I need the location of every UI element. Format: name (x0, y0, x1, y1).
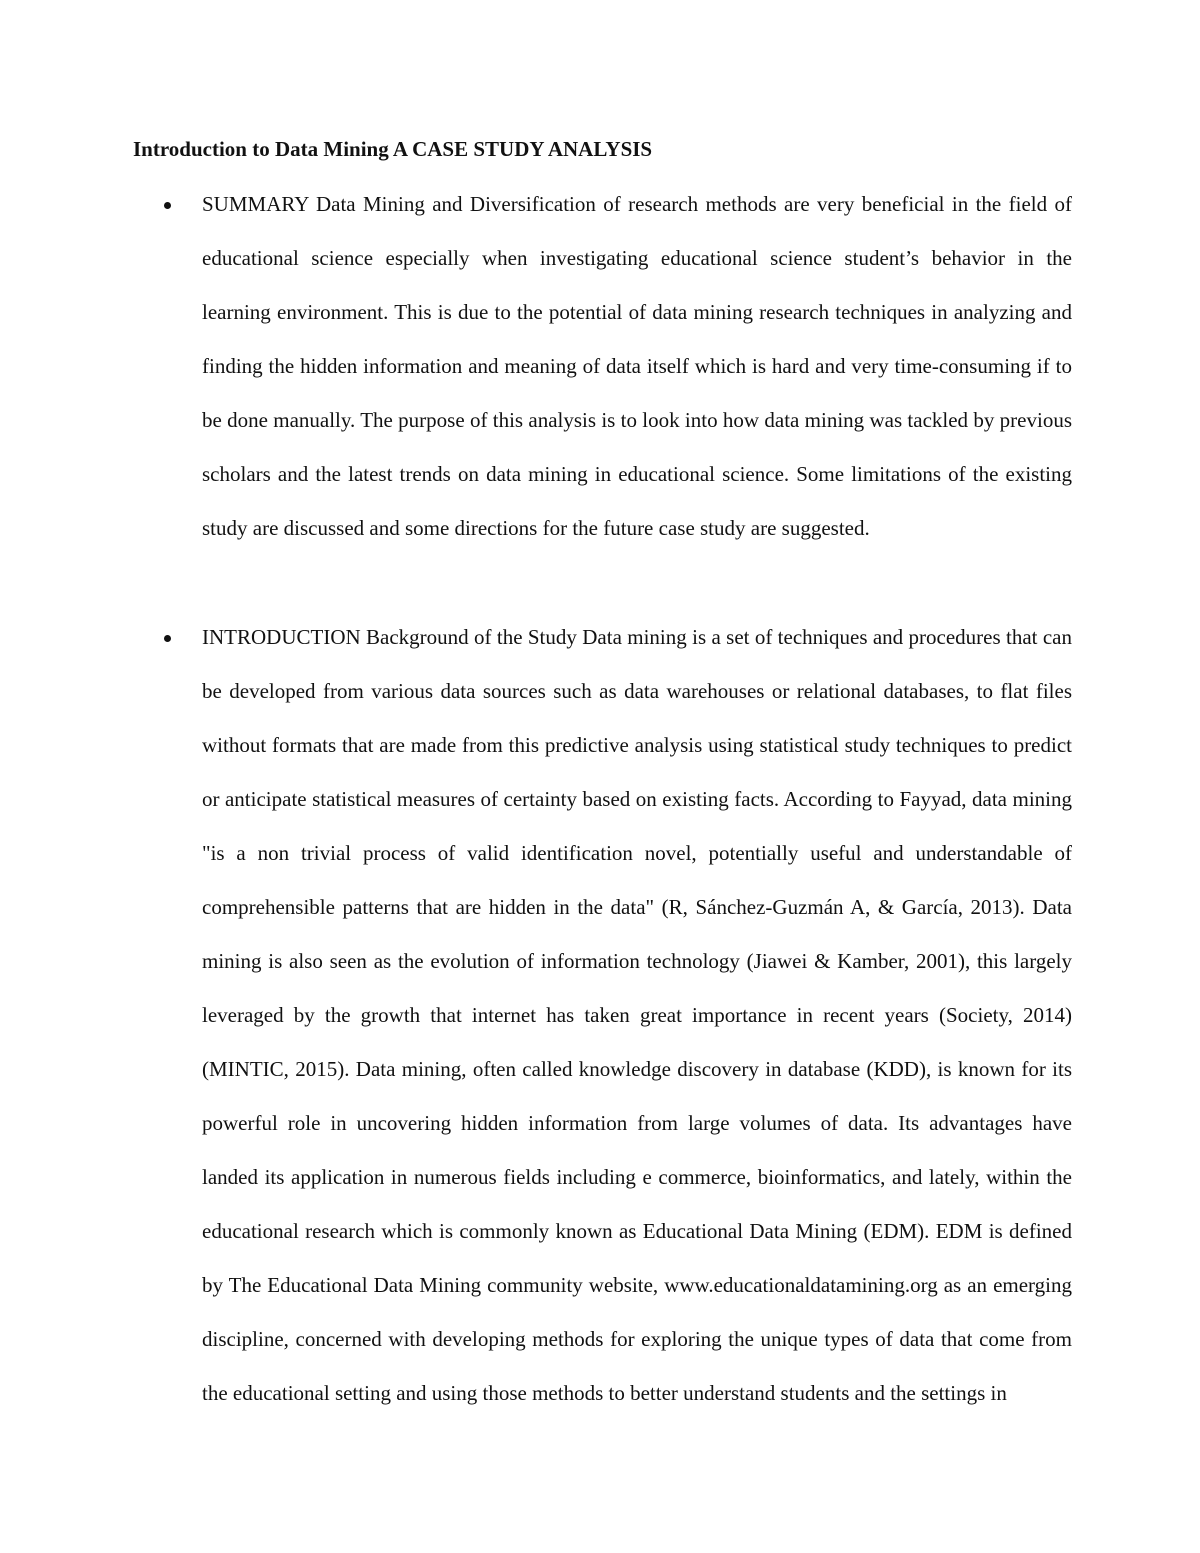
introduction-paragraph: INTRODUCTION Background of the Study Data mining is a set of techniques and procedures that can be developed from various data sources such as data warehouses or relational databases, to flat files without formats that are made from this predictive analysis using statistical study techniques to predict or anticipate statistical measures of certainty based on existing facts. According to Fayyad, data mining "is a non trivial process of valid identification novel, potentially useful and understandable of comprehensible patterns that are hidden in the data" (R, Sánchez-Guzmán A, & García, 2013). Data mining is also seen as the evolution of information technology (Jiawei & Kamber, 2001), this largely leveraged by the growth that internet has taken great importance in recent years (Society, 2014)(MINTIC, 2015). Data mining, often called knowledge discovery in database (KDD), is known for its powerful role in uncovering hidden information from large volumes of data. Its advantages have landed its application in numerous fields including e commerce, bioinformatics, and lately, within the educational research which is commonly known as Educational Data Mining (EDM). EDM is defined by The Educational Data Mining community website, www.educationaldatamining.org as an emerging discipline, concerned with developing methods for exploring the unique types of data that come from the educational setting and using those methods to better understand students and the settings in (202, 625, 1072, 1405)
summary-paragraph: SUMMARY Data Mining and Diversification of research methods are very beneficial in the field of educational science especially when investigating educational science student’s behavior in the learning environment. This is due to the potential of data mining research techniques in analyzing and finding the hidden information and meaning of data itself which is hard and very time-consuming if to be done manually. The purpose of this analysis is to look into how data mining was tackled by previous scholars and the latest trends on data mining in educational science. Some limitations of the existing study are discussed and some directions for the future case study are suggested. (202, 192, 1072, 540)
bullet-icon (164, 633, 176, 645)
bullet-icon (164, 200, 176, 212)
document-title: Introduction to Data Mining A CASE STUDY ANALYSIS (133, 137, 653, 161)
